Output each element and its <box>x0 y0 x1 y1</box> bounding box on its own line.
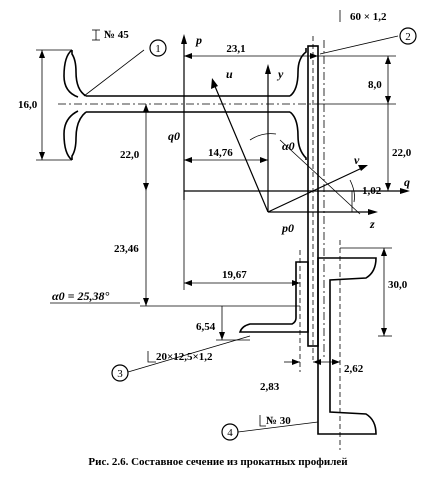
angle-profile <box>240 250 308 372</box>
axis-q-label: q <box>404 175 410 189</box>
marker-1 <box>150 40 166 56</box>
axis-y-label: y <box>278 67 284 81</box>
marker-3 <box>112 365 128 381</box>
dim-22-0-right: 22,0 <box>392 147 412 159</box>
dimension-lines <box>36 50 396 365</box>
dim-16-0: 16,0 <box>18 99 38 111</box>
marker-2 <box>400 28 416 44</box>
dim-6-54: 6,54 <box>196 321 216 333</box>
angle-spec-label: 20×12,5×1,2 <box>156 351 213 363</box>
dim-2-83: 2,83 <box>260 381 280 393</box>
figure-caption: Рис. 2.6. Составное сечение из прокатных профилей <box>88 456 348 468</box>
axis-alpha0-label: α0 <box>282 139 295 153</box>
marker-4 <box>222 424 238 440</box>
dim-23-46: 23,46 <box>114 243 139 255</box>
axis-z-label: z <box>370 217 375 231</box>
beam-spec-label: № 45 <box>104 29 129 41</box>
svg-text:2: 2 <box>405 31 411 43</box>
axis-p-label: p <box>196 33 202 47</box>
dim-2-62: 2,62 <box>344 363 364 375</box>
svg-text:1: 1 <box>155 43 161 55</box>
dim-14-76: 14,76 <box>208 147 233 159</box>
dim-22-0-left: 22,0 <box>120 149 140 161</box>
axis-u-label: u <box>226 67 233 81</box>
dim-8-0: 8,0 <box>368 79 382 91</box>
axis-q0-label: q0 <box>168 129 180 143</box>
svg-text:3: 3 <box>117 368 123 380</box>
plate-profile <box>308 36 324 360</box>
axis-v-label: v <box>354 153 360 167</box>
channel-profile <box>318 240 376 450</box>
dim-19-67: 19,67 <box>222 269 247 281</box>
channel-spec-label: № 30 <box>266 415 291 427</box>
dim-30-0: 30,0 <box>388 279 408 291</box>
dim-23-1: 23,1 <box>226 43 246 55</box>
axis-p0-label: p0 <box>282 221 294 235</box>
svg-text:4: 4 <box>227 427 233 439</box>
angle-note-label: α0 = 25,38° <box>52 289 110 303</box>
plate-spec-label: 60 × 1,2 <box>350 11 387 23</box>
dim-1-02: 1,02 <box>362 185 382 197</box>
i-beam-profile <box>58 48 320 160</box>
